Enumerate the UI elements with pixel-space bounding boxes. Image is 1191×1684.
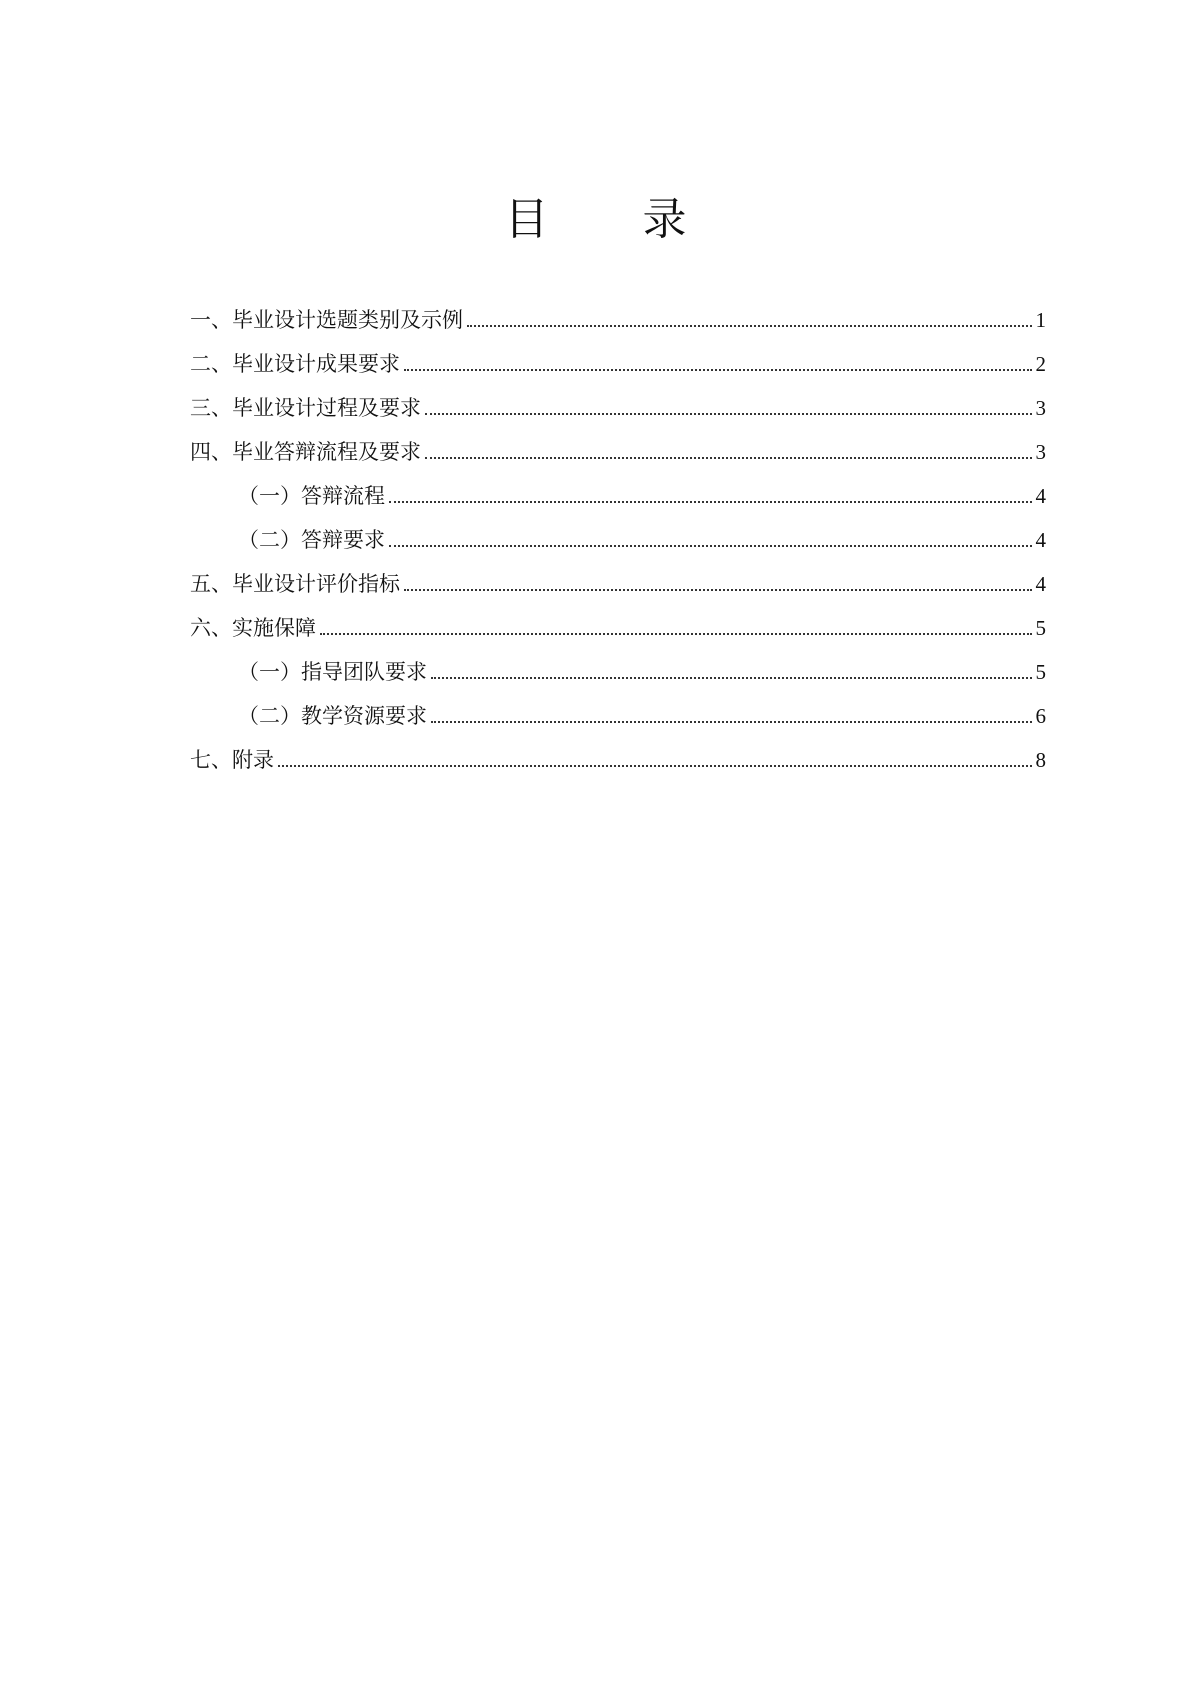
toc-entry-label: （一）指导团队要求: [238, 660, 427, 684]
table-of-contents: [190, 290, 1046, 774]
toc-entry-page: 8: [1035, 748, 1046, 772]
toc-entry-label: 三、毕业设计过程及要求: [190, 396, 421, 420]
toc-dot-leader: [425, 413, 1032, 415]
toc-entry-page: 3: [1035, 440, 1046, 464]
toc-entry-label: 二、毕业设计成果要求: [190, 352, 400, 376]
toc-entry-label: 四、毕业答辩流程及要求: [190, 440, 421, 464]
toc-subentry[interactable]: [190, 510, 1046, 554]
toc-entry-page: 6: [1035, 704, 1046, 728]
toc-dot-leader: [467, 325, 1032, 327]
toc-entry-page: 4: [1035, 572, 1046, 596]
toc-entry[interactable]: [190, 730, 1046, 774]
toc-dot-leader: [425, 457, 1032, 459]
toc-entry[interactable]: [190, 422, 1046, 466]
toc-entry[interactable]: [190, 598, 1046, 642]
toc-dot-leader: [278, 765, 1032, 767]
toc-dot-leader: [389, 501, 1032, 503]
toc-entry[interactable]: [190, 378, 1046, 422]
toc-entry-page: 3: [1035, 396, 1046, 420]
toc-entry[interactable]: [190, 554, 1046, 598]
toc-entry[interactable]: [190, 290, 1046, 334]
toc-entry-page: 4: [1035, 528, 1046, 552]
toc-dot-leader: [404, 589, 1032, 591]
toc-entry-page: 2: [1035, 352, 1046, 376]
toc-dot-leader: [320, 633, 1032, 635]
toc-entry-label: 一、毕业设计选题类别及示例: [190, 308, 463, 332]
toc-entry-page: 4: [1035, 484, 1046, 508]
toc-subentry[interactable]: [190, 466, 1046, 510]
toc-dot-leader: [431, 721, 1032, 723]
toc-dot-leader: [389, 545, 1032, 547]
toc-dot-leader: [431, 677, 1032, 679]
toc-subentry[interactable]: [190, 686, 1046, 730]
toc-entry-page: 5: [1035, 660, 1046, 684]
toc-entry-label: 五、毕业设计评价指标: [190, 572, 400, 596]
toc-subentry[interactable]: [190, 642, 1046, 686]
toc-dot-leader: [404, 369, 1032, 371]
toc-entry-page: 1: [1035, 308, 1046, 332]
toc-entry-label: （一）答辩流程: [238, 484, 385, 508]
page-title: 目 录: [504, 194, 727, 245]
toc-entry[interactable]: [190, 334, 1046, 378]
toc-entry-label: （二）答辩要求: [238, 528, 385, 552]
toc-entry-label: 六、实施保障: [190, 616, 316, 640]
toc-entry-label: 七、附录: [190, 748, 274, 772]
toc-entry-page: 5: [1035, 616, 1046, 640]
toc-entry-label: （二）教学资源要求: [238, 704, 427, 728]
